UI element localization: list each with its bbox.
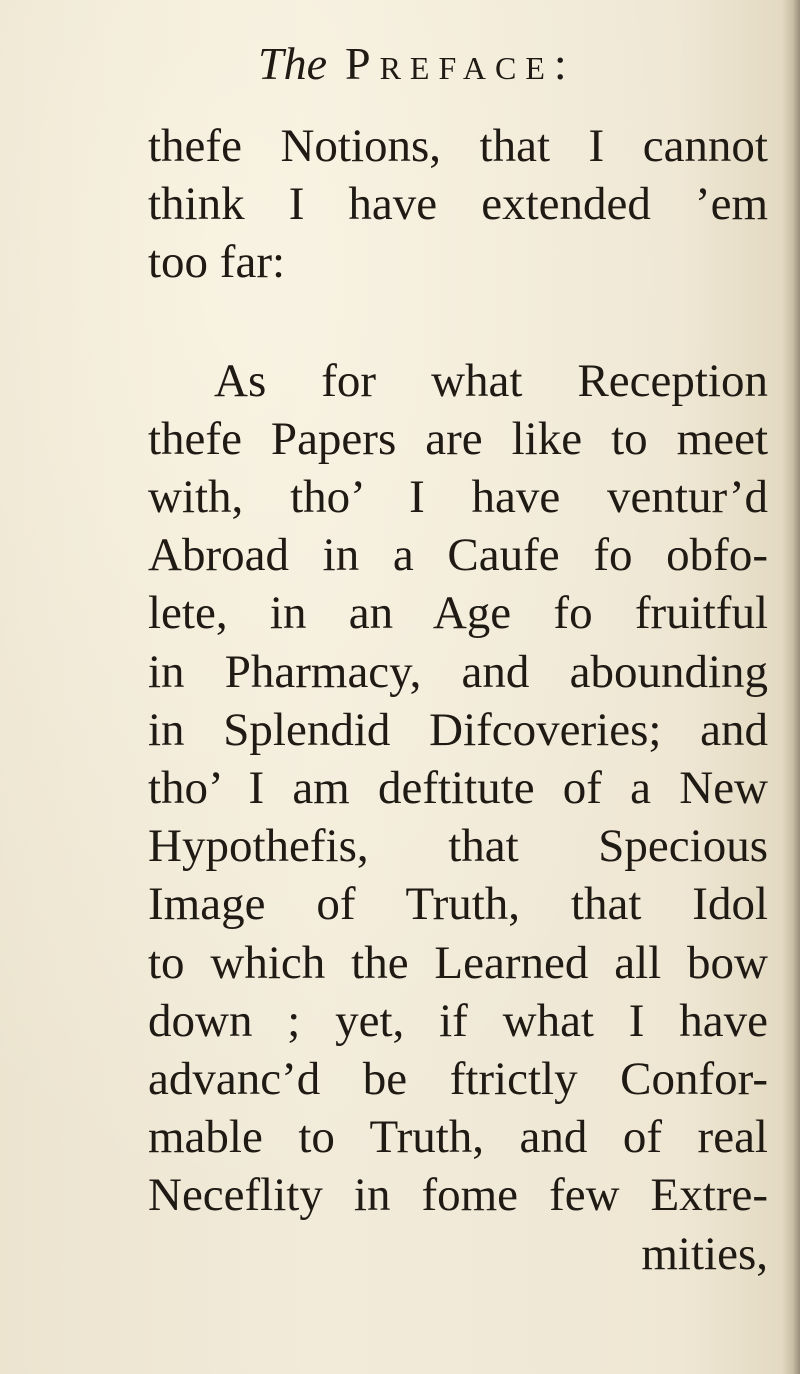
text-line: in Pharmacy, and abounding [148, 645, 768, 698]
text-line: As for what Reception [214, 354, 768, 407]
text-line: Neceflity in fome few Extre- [148, 1169, 768, 1222]
text-line: thefe Notions, that I cannot [148, 120, 768, 172]
text-line: down ; yet, if what I have [148, 994, 768, 1047]
text-line: tho’ I am deftitute of a New [148, 762, 768, 815]
text-line: to which the Learned all bow [148, 936, 768, 989]
running-header [258, 36, 576, 92]
text-line: thefe Papers are like to meet [148, 412, 768, 465]
paragraph-gap [148, 292, 768, 352]
text-line-catchword: mities, [641, 1227, 768, 1280]
header-title: Preface: [345, 38, 576, 89]
text-line: mable to Truth, and of real [148, 1111, 768, 1164]
text-line: with, tho’ I have ventur’d [148, 471, 768, 524]
text-line: lete, in an Age fo fruitful [148, 587, 768, 640]
text-line: Abroad in a Caufe fo obfo- [148, 529, 768, 582]
body-text [148, 117, 768, 1283]
text-line: advanc’d be ftrictly Confor- [148, 1053, 768, 1106]
text-line: in Splendid Difcoveries; and [148, 703, 768, 756]
header-the: The [258, 38, 327, 89]
text-line: Hypothefis, that Specious [148, 820, 768, 873]
text-line: Image of Truth, that Idol [148, 878, 768, 931]
text-line: too far: [148, 236, 286, 289]
text-line: think I have extended ’em [148, 178, 768, 231]
page-edge-shadow [782, 0, 800, 1374]
